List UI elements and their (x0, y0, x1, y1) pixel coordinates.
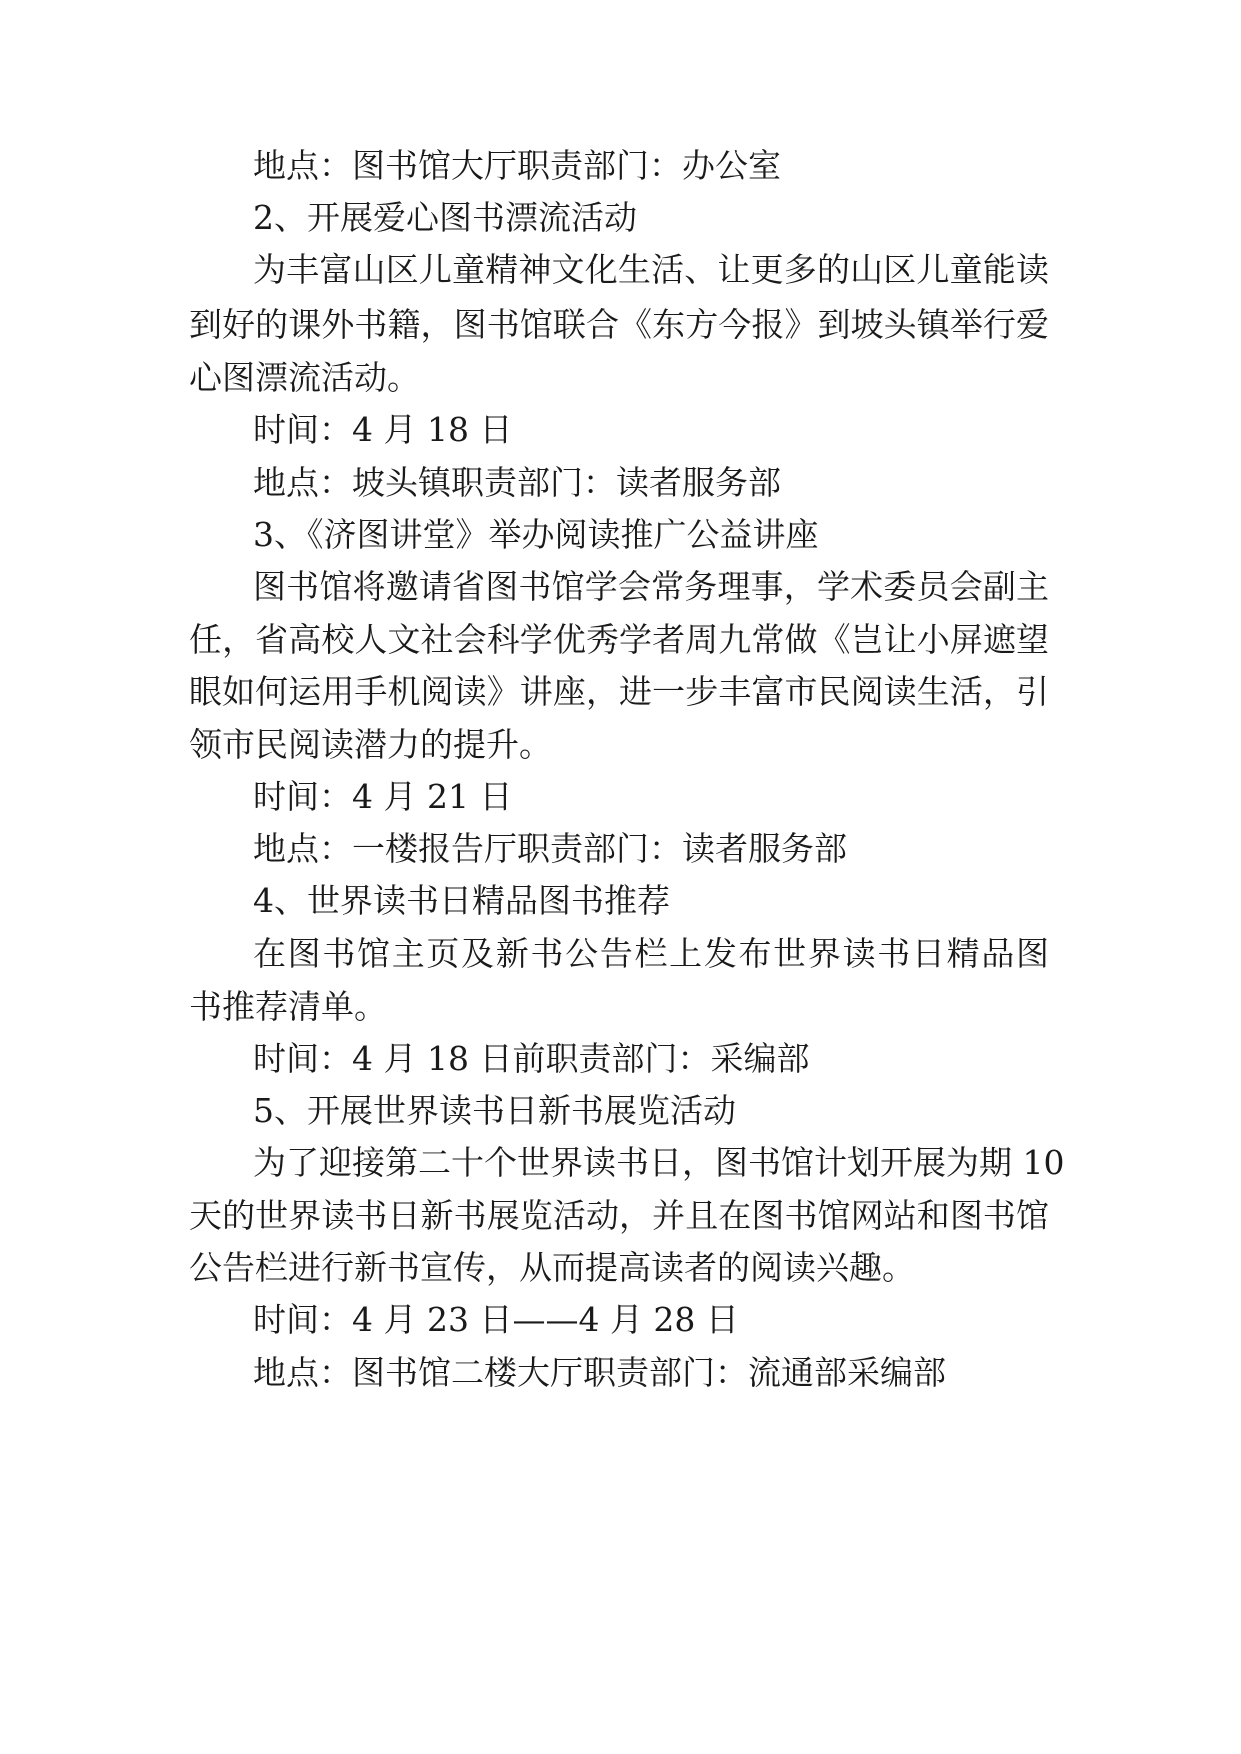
location-line-2: 地点：坡头镇职责部门：读者服务部 (253, 463, 781, 502)
section-heading-5: 5、开展世界读书日新书展览活动 (253, 1091, 736, 1130)
paragraph-5-line-2: 天的世界读书日新书展览活动，并且在图书馆网站和图书馆 (189, 1196, 1049, 1235)
paragraph-5-line-1: 为了迎接第二十个世界读书日，图书馆计划开展为期 10 (253, 1143, 1065, 1182)
location-line-5: 地点：图书馆二楼大厅职责部门：流通部采编部 (253, 1353, 946, 1392)
paragraph-5-line-3: 公告栏进行新书宣传，从而提高读者的阅读兴趣。 (189, 1248, 915, 1287)
time-line-2: 时间：4 月 18 日 (253, 410, 513, 449)
section-heading-4: 4、世界读书日精品图书推荐 (253, 881, 670, 920)
time-line-4: 时间：4 月 18 日前职责部门：采编部 (253, 1039, 810, 1078)
paragraph-2-line-3: 心图漂流活动。 (189, 358, 420, 397)
section-heading-3: 3、《济图讲堂》举办阅读推广公益讲座 (253, 515, 819, 554)
paragraph-4-line-2: 书推荐清单。 (189, 987, 387, 1026)
time-line-5: 时间：4 月 23 日——4 月 28 日 (253, 1300, 739, 1339)
time-line-3: 时间：4 月 21 日 (253, 777, 513, 816)
paragraph-3-line-4: 领市民阅读潜力的提升。 (189, 725, 552, 764)
paragraph-2-line-1: 为丰富山区儿童精神文化生活、让更多的山区儿童能读 (253, 250, 1049, 289)
paragraph-3-line-2: 任，省高校人文社会科学优秀学者周九常做《岂让小屏遮望 (189, 620, 1049, 659)
section-heading-2: 2、开展爱心图书漂流活动 (253, 198, 637, 237)
paragraph-3-line-3: 眼如何运用手机阅读》讲座，进一步丰富市民阅读生活，引 (189, 672, 1049, 711)
location-line-1: 地点：图书馆大厅职责部门：办公室 (253, 146, 781, 185)
location-line-3: 地点：一楼报告厅职责部门：读者服务部 (253, 829, 847, 868)
paragraph-4-line-1: 在图书馆主页及新书公告栏上发布世界读书日精品图 (253, 934, 1049, 973)
paragraph-2-line-2: 到好的课外书籍，图书馆联合《东方今报》到坡头镇举行爱 (189, 305, 1049, 344)
paragraph-3-line-1: 图书馆将邀请省图书馆学会常务理事，学术委员会副主 (253, 567, 1049, 606)
